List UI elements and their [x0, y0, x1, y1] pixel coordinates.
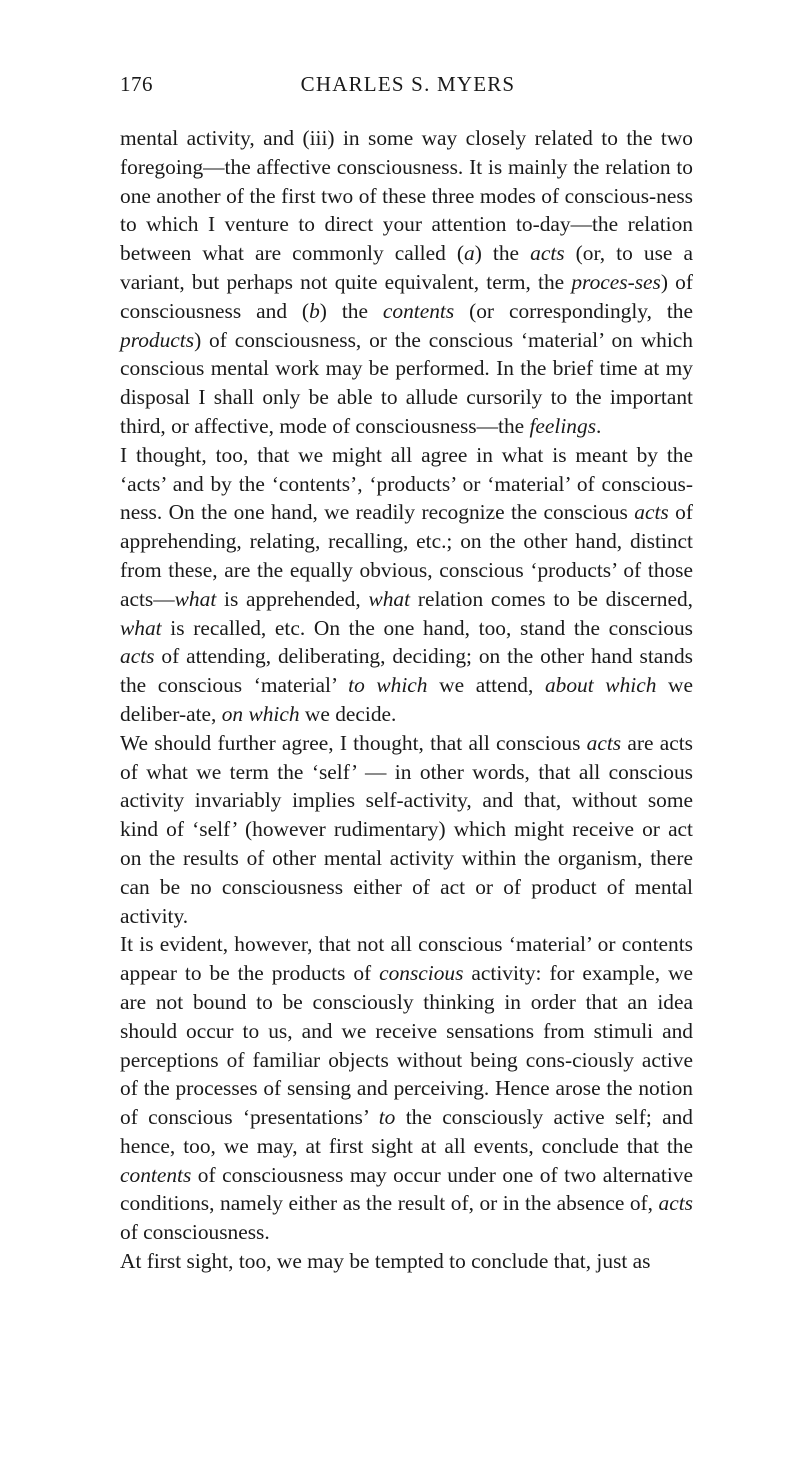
italic-run: what	[174, 586, 217, 611]
text-run: of apprehending, relating, recalling, etc.; on the other hand, distinct from these, are the equally obvious, conscious ‘products’ of those acts—	[120, 500, 693, 611]
italic-run: what	[120, 615, 162, 640]
text-run: It is evident, however, that not all conscious ‘material’ or contents appear to be the products of	[120, 932, 693, 986]
running-head	[120, 72, 696, 102]
text-run: ) of consciousness and (	[120, 269, 693, 323]
text-run: ) the	[319, 298, 383, 323]
italic-run: a	[464, 241, 475, 266]
text-run: (or, to use a variant, but perhaps not quite equivalent, term, the	[120, 241, 693, 294]
text-run: activity: for example, we are not bound to be consciously thinking in order that an idea should occur to us, and we receive sensations from stimuli and perceptions of familiar objects without being cons-ciously active of the processes of sensing and perceiving. Hence arose the notion of conscious ‘presentations’	[120, 961, 694, 1130]
text-run: of consciousness.	[120, 1220, 270, 1245]
italic-run: acts	[586, 730, 622, 755]
italic-run: what	[368, 586, 411, 611]
text-run: the consciously active self; and hence, too, we may, at first sight at all events, conclude that the	[120, 1105, 693, 1158]
italic-run: products	[120, 327, 195, 352]
italic-run: contents	[382, 298, 455, 323]
page-number: 176	[120, 72, 153, 96]
text-run: We should further agree, I thought, that all conscious	[120, 730, 587, 755]
paragraph-5	[120, 1247, 693, 1276]
paragraph-1	[120, 124, 693, 441]
running-title: CHARLES S. MYERS	[300, 72, 516, 96]
text-run: are acts of what we term the ‘self’ — in other words, that all conscious activity invariably implies self-activity, and that, without some kind of ‘self’ (however rudimentary) which might receive or act on the results of other mental activity within the organism, there can be no consciousness either of act or of product of mental activity.	[120, 730, 693, 928]
text-run: I thought, too, that we might all agree in what is meant by the ‘acts’ and by the ‘contents’, ‘products’ or ‘material’ of conscious-ness. On the one hand, we readily recognize the conscious	[120, 442, 693, 525]
text-run: ) the	[474, 241, 531, 266]
italic-run: b	[309, 298, 320, 323]
italic-run: about which	[544, 673, 657, 698]
text-run: of attending, deliberating, deciding; on the other hand stands the conscious ‘material’	[120, 644, 693, 698]
text-run: .	[596, 413, 602, 438]
italic-run: to	[378, 1105, 396, 1130]
italic-run: proces-ses	[571, 269, 661, 294]
paragraph-3	[120, 729, 693, 931]
paragraph-2	[120, 441, 693, 729]
text-run: (or correspondingly, the	[454, 298, 693, 323]
text-run: we attend,	[427, 673, 545, 698]
text-run: mental activity, and (iii) in some way closely related to the two foregoing—the affective consciousness. It is mainly the relation to one another of the first two of these three modes of conscious-ness to which I venture to direct your attention to-day—the relation between what are commonly called (	[120, 126, 693, 266]
italic-run: conscious	[379, 961, 464, 986]
italic-run: feelings	[529, 413, 597, 438]
italic-run: acts	[120, 644, 155, 669]
italic-run: contents	[120, 1162, 192, 1187]
paragraph-4	[120, 930, 693, 1247]
text-run: At first sight, too, we may be tempted to conclude that, just as	[120, 1249, 651, 1274]
text-run: we deliber-ate,	[120, 673, 693, 726]
italic-run: acts	[530, 241, 565, 266]
italic-run: acts	[634, 500, 669, 525]
text-run: we decide.	[299, 701, 397, 726]
text-run: of consciousness may occur under one of two alternative conditions, namely either as the result of, or in the absence of,	[120, 1162, 693, 1216]
text-run: ) of consciousness, or the conscious ‘material’ on which conscious mental work may be performed. In the brief time at my disposal I shall only be able to allude cursorily to the important third, or affective, mode of consciousness—the	[120, 327, 693, 438]
text-run: is apprehended,	[216, 586, 369, 611]
text-run: is recalled, etc. On the one hand, too, stand the conscious	[161, 615, 693, 640]
italic-run: on which	[221, 701, 300, 726]
italic-run: acts	[658, 1191, 693, 1216]
body-text	[120, 124, 693, 1276]
italic-run: to which	[348, 673, 428, 698]
text-run: relation comes to be discerned,	[410, 586, 693, 611]
